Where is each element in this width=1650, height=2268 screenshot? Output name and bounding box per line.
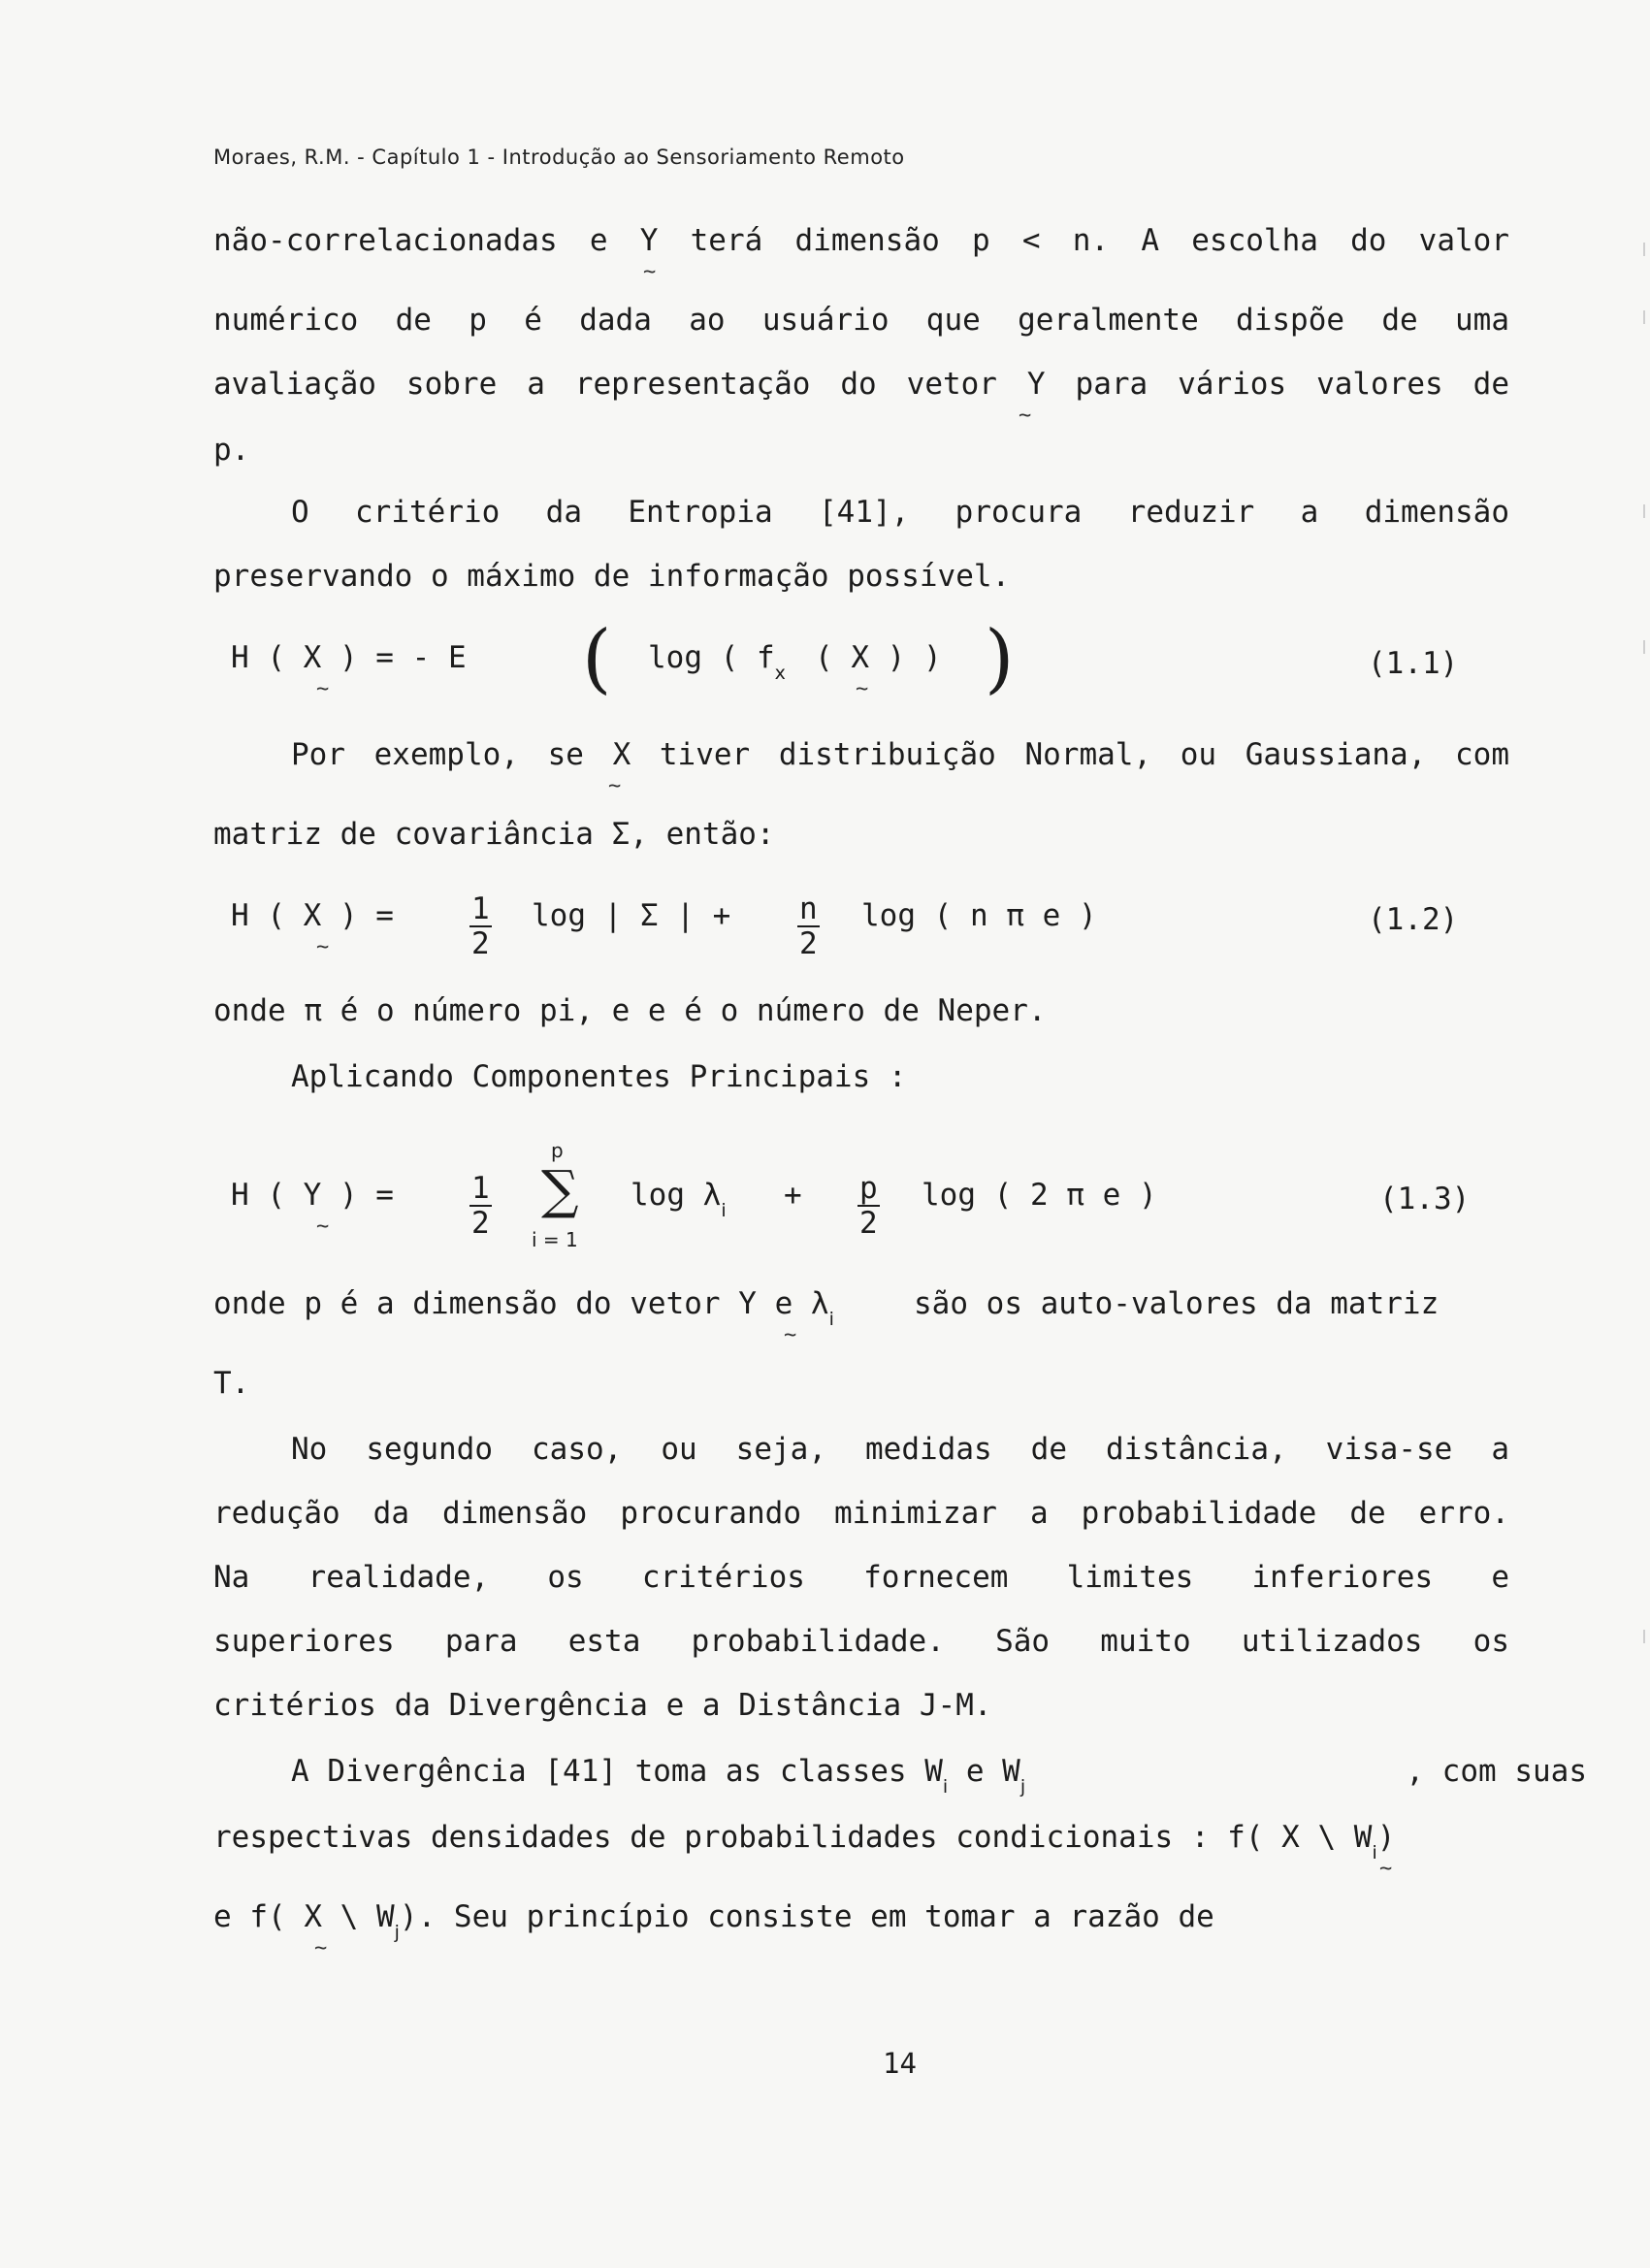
text-line: matriz de covariância Σ, então: [213, 817, 775, 852]
text-line: avaliação sobre a representação do vetor Y para vários valores de [213, 367, 1509, 402]
equation-number: (1.2) [1368, 902, 1459, 937]
fraction-p-half: $\frac{p}{2}$ [859, 1171, 878, 1241]
tilde-mark: ~ [316, 677, 330, 701]
scan-mark [1643, 1630, 1645, 1643]
text-line: O critério da Entropia [41], procura reduzir a dimensão [291, 495, 1509, 530]
tilde-mark: ~ [608, 774, 622, 798]
running-header: Moraes, R.M. - Capítulo 1 - Introdução ao Sensoriamento Remoto [213, 146, 905, 169]
tilde-mark: ~ [316, 1215, 330, 1239]
tilde-mark: ~ [784, 1323, 797, 1347]
left-bracket: ( [582, 615, 612, 702]
text-line: critérios da Divergência e a Distância J-M. [213, 1688, 992, 1723]
scan-mark [1643, 640, 1645, 654]
eq2-tail: log ( n π e ) [861, 898, 1097, 933]
sum-upper-limit: p [551, 1139, 564, 1162]
sum-lower-limit: i = 1 [532, 1228, 578, 1251]
fraction-one-half: $\frac{1}{2}$ [471, 1171, 490, 1241]
eq3-log-lambda: $\log \lambda_i$ [631, 1178, 727, 1221]
eq1-lhs: H ( X ) = - E [231, 640, 467, 675]
tilde-mark: ~ [316, 935, 330, 959]
text-line: Na realidade, os critérios fornecem limites inferiores e [213, 1560, 1509, 1595]
eq3-plus: + [784, 1178, 802, 1213]
equation-number: (1.1) [1368, 646, 1459, 681]
text-line: preservando o máximo de informação possível. [213, 559, 1011, 594]
fraction-n-half: $\frac{n}{2}$ [799, 891, 818, 961]
text-line: onde p é a dimensão do vetor Y e $\lambda_i$ são os auto-valores da matriz [213, 1286, 1440, 1330]
fraction-one-half: $\frac{1}{2}$ [471, 891, 490, 961]
eq2-mid: log | Σ | + [532, 898, 731, 933]
eq1-tail: ( X ) ) [815, 640, 942, 675]
tilde-mark: ~ [856, 677, 869, 701]
text-line: numérico de p é dada ao usuário que geralmente dispõe de uma [213, 303, 1509, 338]
eq2-lhs: H ( X ) = [231, 898, 394, 933]
text-line: Aplicando Componentes Principais : [291, 1059, 907, 1094]
right-bracket: ) [985, 615, 1015, 702]
text-line: e f( X \ $W_j$). Seu princípio consiste em tomar a razão de [213, 1899, 1214, 1943]
tilde-mark: ~ [1019, 404, 1032, 428]
eq1-body: log ( $f_x$ [648, 640, 786, 684]
scan-mark [1643, 504, 1645, 518]
scan-mark [1643, 243, 1645, 256]
eq3-lhs: H ( Y ) = [231, 1178, 394, 1213]
equation-number: (1.3) [1379, 1182, 1471, 1216]
page-number: 14 [883, 2047, 917, 2080]
summation-symbol: ∑ [541, 1159, 579, 1220]
text-line: respectivas densidades de probabilidades condicionais : f( X \ $W_i$) [213, 1820, 1396, 1863]
text-line: onde π é o número pi, e e é o número de Neper. [213, 993, 1047, 1028]
eq3-tail: log ( 2 π e ) [922, 1178, 1157, 1213]
tilde-mark: ~ [314, 1936, 328, 1960]
text-line: redução da dimensão procurando minimizar a probabilidade de erro. [213, 1496, 1509, 1531]
tilde-mark: ~ [1379, 1857, 1393, 1881]
text-line: p. [213, 433, 250, 468]
text-line: T. [213, 1366, 250, 1401]
text-line: Por exemplo, se X tiver distribuição Normal, ou Gaussiana, com [291, 737, 1509, 772]
text-line: não-correlacionadas e Y terá dimensão p < n. A escolha do valor [213, 223, 1509, 258]
text-line: No segundo caso, ou seja, medidas de distância, visa-se a [291, 1432, 1509, 1467]
text-line: superiores para esta probabilidade. São muito utilizados os [213, 1624, 1509, 1659]
tilde-mark: ~ [643, 260, 657, 284]
text-line: A Divergência [41] toma as classes $W_i$ e $W_j$ , com suas [291, 1754, 1587, 1798]
scan-mark [1643, 310, 1645, 324]
